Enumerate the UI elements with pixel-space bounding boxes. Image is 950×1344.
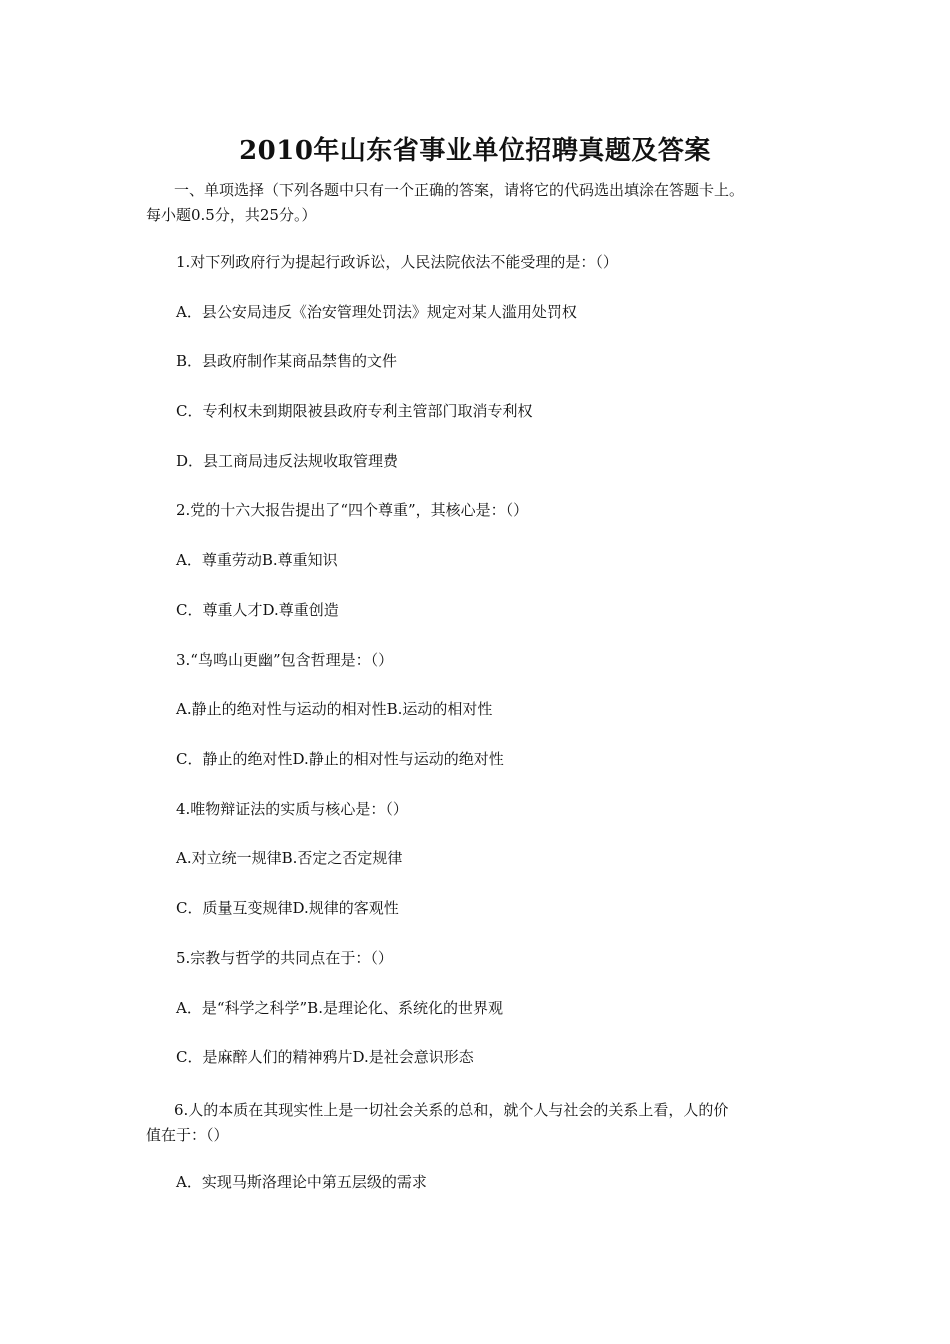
- document-title: 2010年山东省事业单位招聘真题及答案: [239, 136, 711, 166]
- question-4: 4.唯物辩证法的实质与核心是：（）: [176, 800, 408, 818]
- section-intro: [146, 178, 816, 228]
- intro-line: 每小题0.5分，共25分。）: [146, 206, 317, 224]
- option-line: A．县公安局违反《治安管理处罚法》规定对某人滥用处罚权: [176, 303, 577, 321]
- question-5: 5.宗教与哲学的共同点在于：（）: [176, 949, 393, 967]
- option-line: C．专利权未到期限被县政府专利主管部门取消专利权: [176, 402, 533, 420]
- option-line: A．实现马斯洛理论中第五层级的需求: [176, 1173, 427, 1191]
- question-6-line: 值在于：（）: [146, 1126, 229, 1144]
- option-line: C．是麻醉人们的精神鸦片D.是社会意识形态: [176, 1048, 474, 1066]
- question-6-line: 6.人的本质在其现实性上是一切社会关系的总和，就个人与社会的关系上看，人的价: [174, 1101, 729, 1119]
- question-2: 2.党的十六大报告提出了“四个尊重”，其核心是：（）: [176, 501, 529, 519]
- option-line: A.静止的绝对性与运动的相对性B.运动的相对性: [176, 700, 493, 718]
- option-line: D．县工商局违反法规收取管理费: [176, 452, 399, 470]
- question-3: 3.“鸟鸣山更幽”包含哲理是：（）: [176, 651, 394, 669]
- option-line: A.对立统一规律B.否定之否定规律: [176, 849, 403, 867]
- intro-line: 一、单项选择（下列各题中只有一个正确的答案，请将它的代码选出填涂在答题卡上。: [174, 181, 745, 199]
- question-1: 1.对下列政府行为提起行政诉讼，人民法院依法不能受理的是：（）: [176, 253, 618, 271]
- option-line: A．尊重劳动B.尊重知识: [176, 551, 338, 569]
- option-line: C．静止的绝对性D.静止的相对性与运动的绝对性: [176, 750, 504, 768]
- option-line: C．质量互变规律D.规律的客观性: [176, 899, 399, 917]
- question-6: [146, 1098, 816, 1148]
- option-line: A．是“科学之科学”B.是理论化、系统化的世界观: [176, 999, 503, 1017]
- option-line: B．县政府制作某商品禁售的文件: [176, 352, 398, 370]
- option-line: C．尊重人才D.尊重创造: [176, 601, 339, 619]
